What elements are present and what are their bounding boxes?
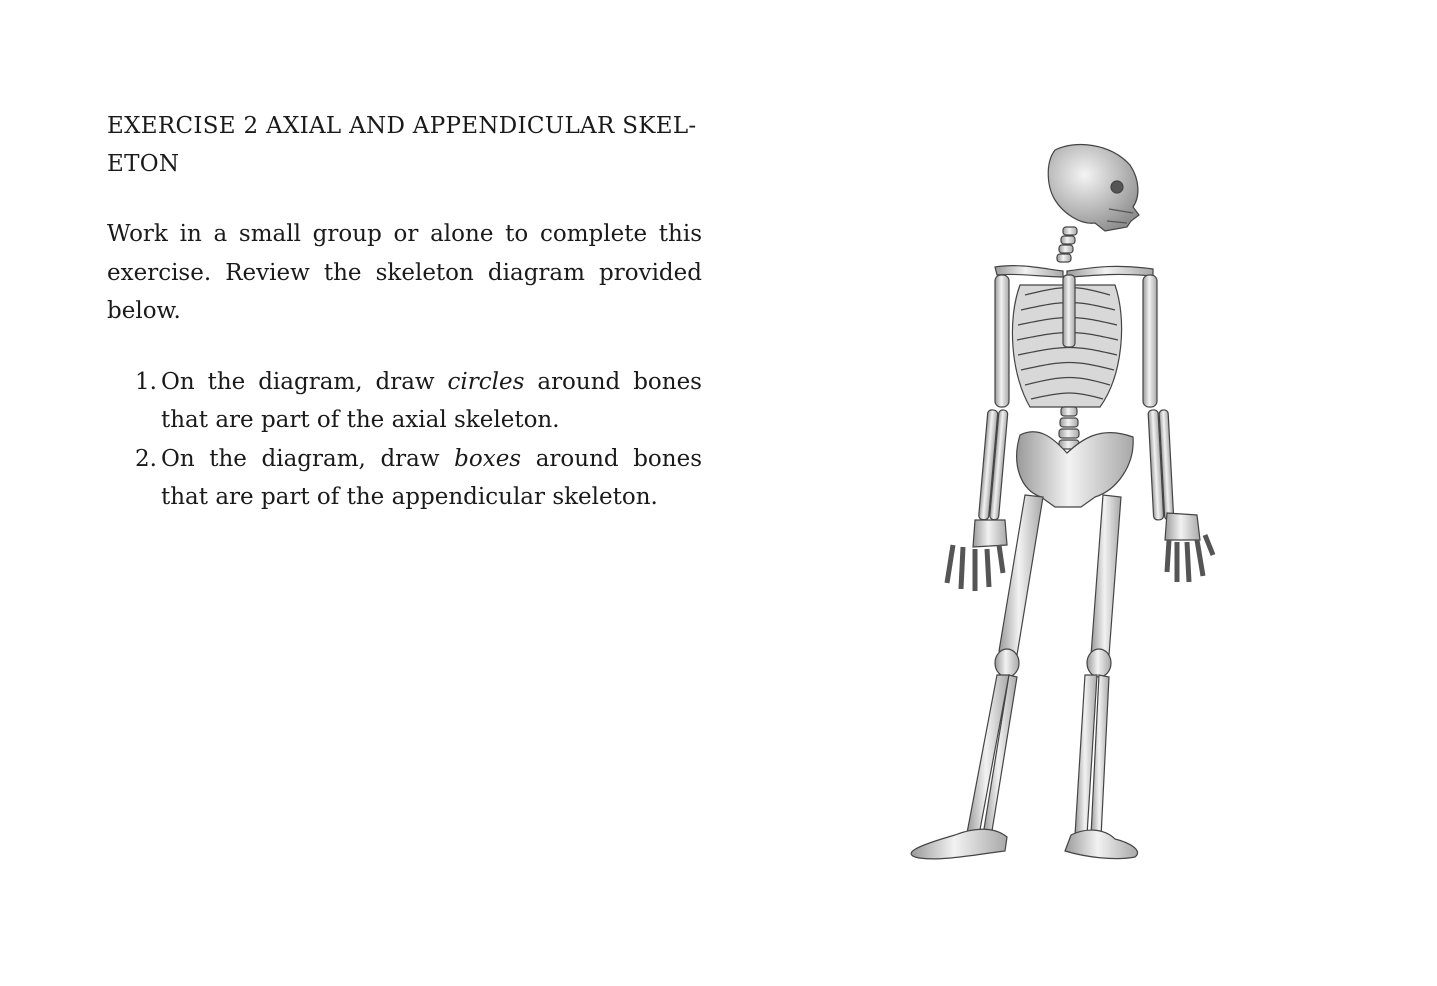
exercise-intro: Work in a small group or alone to complete this exercise. Review the skeleton diagram provided below.	[107, 221, 702, 324]
arm-left	[947, 275, 1009, 591]
exercise-title-text: EXERCISE 2 AXIAL AND APPENDICULAR SKEL- ETON	[107, 113, 697, 177]
instruction-text	[161, 363, 702, 440]
lumbar-spine	[1059, 407, 1079, 449]
exercise-text	[107, 107, 702, 517]
exercise-title	[107, 107, 702, 183]
instruction-text-before: On the diagram, draw	[161, 368, 448, 395]
skeleton-illustration	[895, 135, 1225, 875]
clavicle-right	[1067, 266, 1153, 277]
skull	[1048, 145, 1139, 231]
instruction-item	[107, 440, 702, 517]
instruction-emphasis: circles	[447, 368, 525, 395]
instruction-text-after: around bones that are part of the appendicular skeleton.	[161, 445, 703, 510]
skeleton-diagram	[895, 135, 1225, 875]
instruction-emphasis: boxes	[454, 445, 522, 472]
instruction-number: 2.	[135, 445, 157, 472]
rib-cage	[1012, 275, 1121, 407]
instruction-text	[161, 440, 702, 517]
instruction-text-before: On the diagram, draw	[161, 445, 455, 472]
cervical-spine	[1057, 227, 1077, 262]
instruction-item	[107, 363, 702, 440]
leg-right	[1065, 495, 1138, 859]
instruction-number: 1.	[135, 368, 157, 395]
instruction-list	[107, 363, 702, 517]
arm-right	[1143, 275, 1213, 582]
instruction-text-after: around bones that are part of the axial skeleton.	[161, 368, 702, 433]
